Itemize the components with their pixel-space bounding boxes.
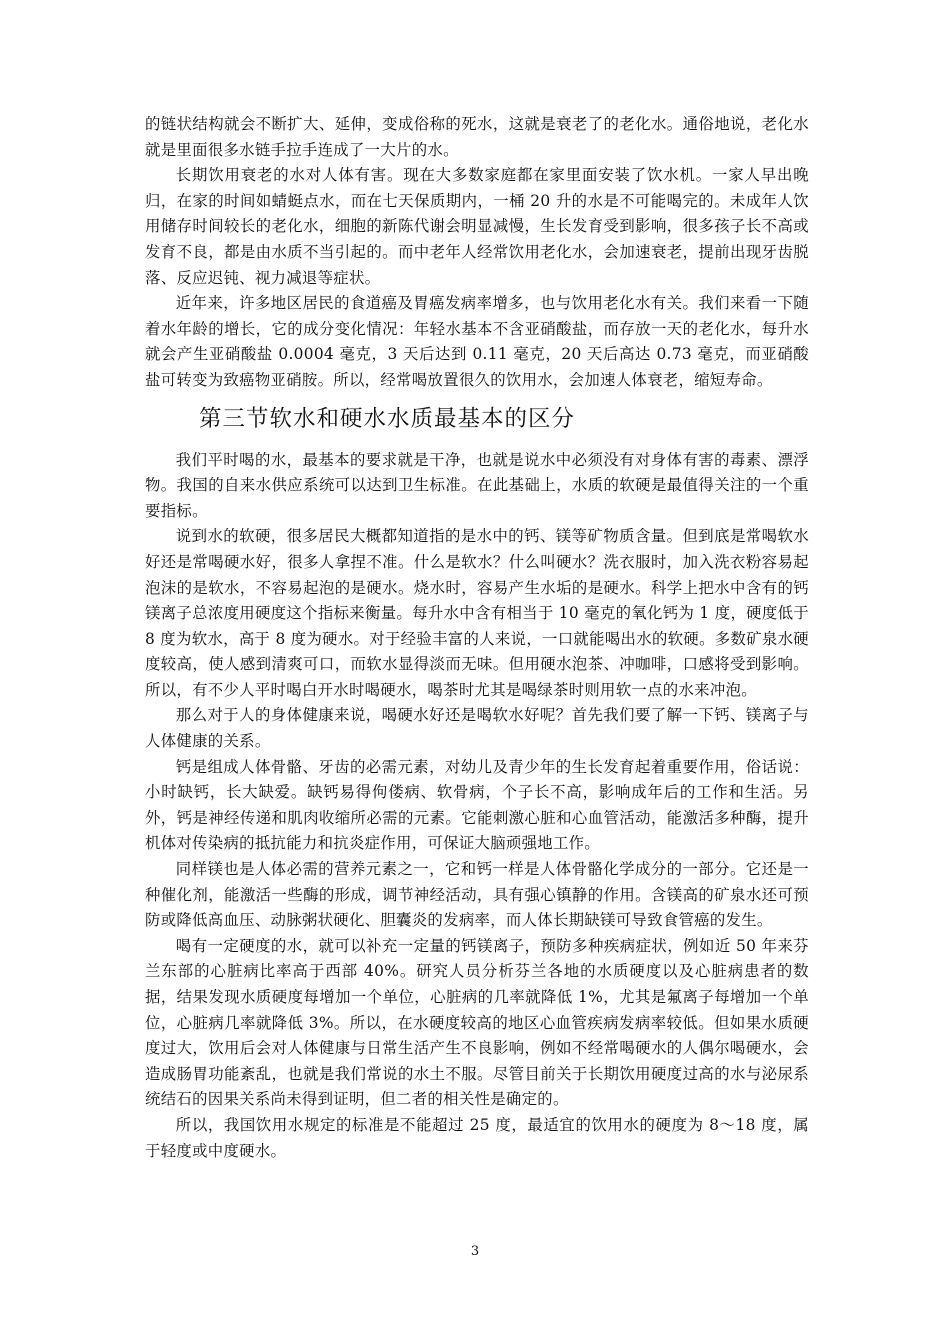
paragraph-calcium: 钙是组成人体骨骼、牙齿的必需元素，对幼儿及青少年的生长发育起着重要作用，俗话说：小时缺钙，长大缺爱。缺钙易得佝偻病、软骨病，个子长不高，影响成年后的工作和生活。另外，钙是神经传递和肌肉收缩所必需的元素。它能刺激心脏和心血管活动，能激活多种酶，提升机体对传染病的抵抗能力和抗炎症作用，可保证大脑顽强地工作。 [145, 757, 809, 853]
paragraph-aged-water-harm: 长期饮用衰老的水对人体有害。现在大多数家庭都在家里面安装了饮水机。一家人早出晚归，在家的时间如蜻蜓点水，而在七天保质期内，一桶 20 升的水是不可能喝完的。未成年人饮用储存时间较长的老化水，细胞的新陈代谢会明显减慢，生长发育受到影响，很多孩子长不高或发育不良，都是由水质不当引起的。而中老年人经常饮用老化水，会加速衰老，提前出现牙齿脱落、反应迟钝、视力减退等症状。 [145, 166, 809, 287]
page-number: 3 [470, 1244, 480, 1259]
paragraph-hardness-definition: 说到水的软硬，很多居民大概都知道指的是水中的钙、镁等矿物质含量。但到底是常喝软水好还是常喝硬水好，很多人拿捏不准。什么是软水？什么叫硬水？洗衣服时，加入洗衣粉容易起泡沫的是软水，不容易起泡的是硬水。烧水时，容易产生水垢的是硬水。科学上把水中含有的钙镁离子总浓度用硬度这个指标来衡量。每升水中含有相当于 10 毫克的氧化钙为 1 度，硬度低于 8 度为软水，高于 8 度为硬水。对于经验丰富的人来说，一口就能喝出水的软硬。多数矿泉水硬度较高，使人感到清爽可口，而软水显得淡而无味。但用硬水泡茶、冲咖啡，口感将受到影响。所以，有不少人平时喝白开水时喝硬水，喝茶时尤其是喝绿茶时则用软一点的水来冲泡。 [145, 527, 809, 699]
paragraph-health-question: 那么对于人的身体健康来说，喝硬水好还是喝软水好呢？首先我们要了解一下钙、镁离子与人体健康的关系。 [145, 706, 809, 751]
paragraph-nitrite-change: 近年来，许多地区居民的食道癌及胃癌发病率增多，也与饮用老化水有关。我们来看一下随着水年龄的增长，它的成分变化情况：年轻水基本不含亚硝酸盐，而存放一天的老化水，每升水就会产生亚硝酸盐 0.0004 毫克，3 天后达到 0.11 毫克，20 天后高达 0.73 毫克，而亚硝酸盐可转变为致癌物亚硝胺。所以，经常喝放置很久的饮用水，会加速人体衰老，缩短寿命。 [145, 294, 809, 389]
page-content [145, 112, 809, 1164]
paragraph-basic-requirement: 我们平时喝的水，最基本的要求就是干净，也就是说水中必须没有对身体有害的毒素、漂浮物。我国的自来水供应系统可以达到卫生标准。在此基础上，水质的软硬是最值得关注的一个重要指标。 [145, 450, 809, 520]
paragraph-standard: 所以，我国饮用水规定的标准是不能超过 25 度，最适宜的饮用水的硬度为 8～18 度，属于轻度或中度硬水。 [145, 1115, 809, 1160]
paragraph-continued: 的链状结构就会不断扩大、延伸，变成俗称的死水，这就是衰老了的老化水。通俗地说，老化水就是里面很多水链手拉手连成了一大片的水。 [145, 115, 809, 159]
section-title: 第三节软水和硬水水质最基本的区分 [199, 405, 576, 432]
paragraph-magnesium: 同样镁也是人体必需的营养元素之一，它和钙一样是人体骨骼化学成分的一部分。它还是一种催化剂，能激活一些酶的形成，调节神经活动，具有强心镇静的作用。含镁高的矿泉水还可预防或降低高血压、动脉粥状硬化、胆囊炎的发病率，而人体长期缺镁可导致食管癌的发生。 [145, 860, 809, 930]
paragraph-hard-water-effects: 喝有一定硬度的水，就可以补充一定量的钙镁离子，预防多种疾病症状，例如近 50 年来芬兰东部的心脏病比率高于西部 40%。研究人员分析芬兰各地的水质硬度以及心脏病患者的数据，结果发现水质硬度每增加一个单位，心脏病的几率就降低 1%，尤其是氟离子每增加一个单位，心脏病几率就降低 3%。所以，在水硬度较高的地区心血管疾病发病率较低。但如果水质硬度过大，饮用后会对人体健康与日常生活产生不良影响，例如不经常喝硬水的人偶尔喝硬水，会造成肠胃功能紊乱，也就是我们常说的水土不服。尽管目前关于长期饮用硬度过高的水与泌尿系统结石的因果关系尚未得到证明，但二者的相关性是确定的。 [145, 936, 809, 1109]
